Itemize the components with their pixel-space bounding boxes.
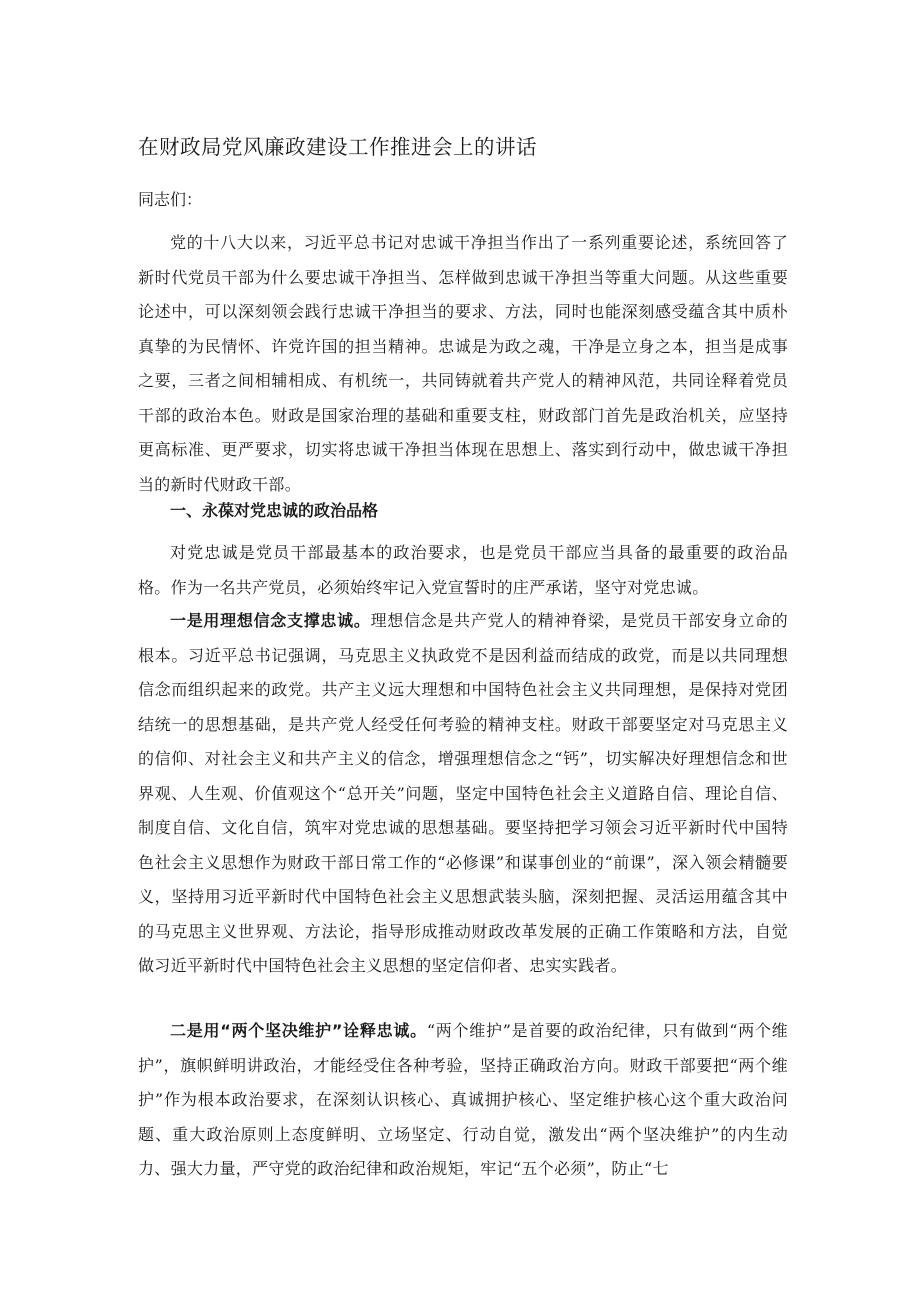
point-one-lead: 一是用理想信念支撑忠诚。	[170, 611, 371, 630]
document-title: 在财政局党风廉政建设工作推进会上的讲话	[138, 135, 537, 159]
point-two-paragraph	[138, 1014, 788, 1187]
section-one-summary-paragraph: 对党忠诚是党员干部最基本的政治要求，也是党员干部应当具备的最重要的政治品格。作为一名共产党员，必须始终牢记入党宣誓时的庄严承诺，坚守对党忠诚。	[138, 543, 788, 597]
point-one-paragraph	[138, 604, 788, 984]
point-two-lead: 二是用“两个坚决维护”诠释忠诚。	[170, 1021, 427, 1040]
salutation: 同志们：	[138, 190, 203, 209]
point-one-body: 理想信念是共产党人的精神脊梁，是党员干部安身立命的根本。习近平总书记强调，马克思主义执政党不是因利益而结成的政党，而是以共同理想信念而组织起来的政党。共产主义远大理想和中国特色社会主义共同理想，是保持对党团结统一的思想基础，是共产党人经受任何考验的精神支柱。财政干部要坚定对马克思主义的信仰、对社会主义和共产主义的信念，增强理想信念之“钙”，切实解决好理想信念和世界观、人生观、价值观这个“总开关”问题，坚定中国特色社会主义道路自信、理论自信、制度自信、文化自信，筑牢对党忠诚的思想基础。要坚持把学习领会习近平新时代中国特色社会主义思想作为财政干部日常工作的“必修课”和谋事创业的“前课”，深入领会精髓要义，坚持用习近平新时代中国特色社会主义思想武装头脑，深刻把握、灵活运用蕴含其中的马克思主义世界观、方法论，指导形成推动财政改革发展的正确工作策略和方法，自觉做习近平新时代中国特色社会主义思想的坚定信仰者、忠实实践者。	[138, 611, 788, 975]
intro-paragraph: 党的十八大以来，习近平总书记对忠诚干净担当作出了一系列重要论述，系统回答了新时代党员干部为什么要忠诚干净担当、怎样做到忠诚干净担当等重大问题。从这些重要论述中，可以深刻领会践行忠诚干净担当的要求、方法，同时也能深刻感受蕴含其中质朴真挚的为民情怀、许党许国的担当精神。忠诚是为政之魂，干净是立身之本，担当是成事之要，三者之间相辅相成、有机统一，共同铸就着共产党人的精神风范，共同诠释着党员干部的政治本色。财政是国家治理的基础和重要支柱，财政部门首先是政治机关，应坚持更高标准、更严要求，切实将忠诚干净担当体现在思想上、落实到行动中，做忠诚干净担当的新时代财政干部。	[138, 233, 788, 494]
section-one-heading: 一、永葆对党忠诚的政治品格	[170, 501, 379, 520]
point-two-body: “两个维护”是首要的政治纪律，只有做到“两个维护”，旗帜鲜明讲政治，才能经受住各种考验，坚持正确政治方向。财政干部要把“两个维护”作为根本政治要求，在深刻认识核心、真诚拥护核心、坚定维护核心这个重大政治问题、重大政治原则上态度鲜明、立场坚定、行动自觉，激发出“两个坚决维护”的内生动力、强大力量，严守党的政治纪律和政治规矩，牢记“五个必须”，防止“七	[138, 1021, 788, 1178]
